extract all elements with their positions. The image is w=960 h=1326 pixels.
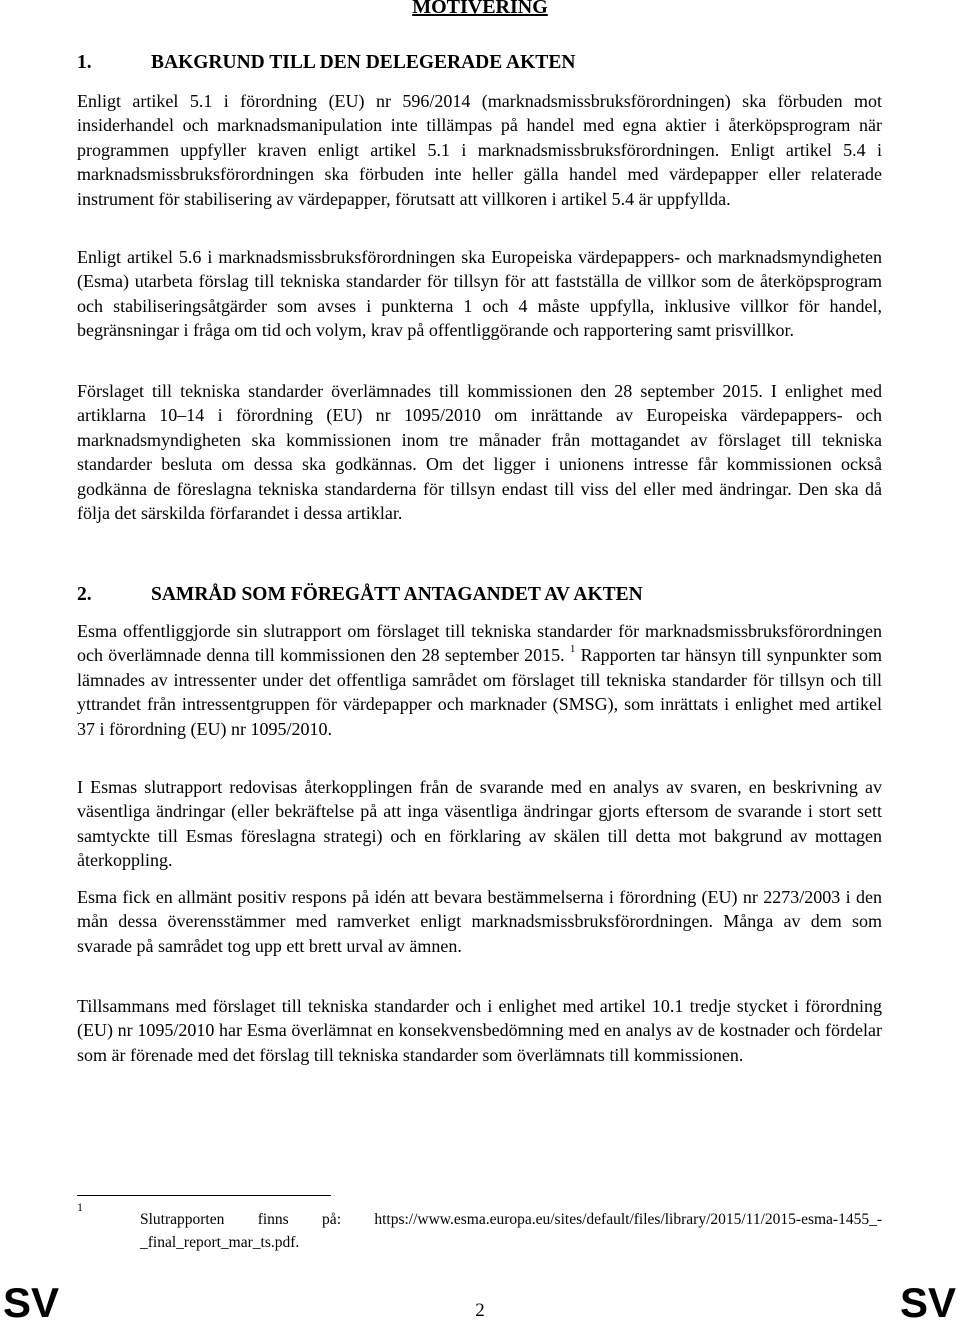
section-1-paragraph-3: Förslaget till tekniska standarder överlämnades till kommissionen den 28 september 2015. I enlighet med artiklarna 10–14 i förordning (EU) nr 1095/2010 om inrättande av Europeiska värdepappers- och marknadsmyndigheten ska kommissionen inom tre månader från mottagandet av förslaget till tekniska standarder besluta om dessa ska godkännas. Om det ligger i unionens intresse får kommissionen också godkänna de föreslagna tekniska standarderna för tillsyn endast till viss del eller med ändringar. Den ska då följa det särskilda förfarandet i dessa artiklar. <box>77 381 882 524</box>
section-2-paragraph-2: I Esmas slutrapport redovisas återkopplingen från de svarande med en analys av svaren, en beskrivning av väsentliga ändringar (eller bekräftelse på att inga väsentliga ändringar gjorts eftersom de svarande i stort sett samtyckte till Esmas föreslagna strategi) och en förklaring av skälen till detta mot bakgrund av mottagen återkoppling. <box>77 777 882 871</box>
section-2-paragraph-1-start: Esma offentliggjorde sin slutrapport om förslaget till tekniska standarder för marknadsmissbruksförordningen och överlämnade denna till kommissionen den 28 september 2015. <box>77 621 882 666</box>
document-title: MOTIVERING <box>412 0 548 18</box>
footnote-text: Slutrapporten finns på: https://www.esma.europa.eu/sites/default/files/library/2015/11/2015-esma-1455_-_final_report_mar_ts.pdf. <box>140 1211 882 1251</box>
section-2-paragraph-1 <box>77 619 882 741</box>
section-1-heading <box>77 51 575 75</box>
section-2-paragraph-1-end: Rapporten tar hänsyn till synpunkter som lämnades av intressenter under det offentliga samrådet om förslaget till tekniska standarder för tillsyn och till yttrandet från intressentgruppen för värdepapper och marknader (SMSG), som inrättats i enlighet med artikel 37 i förordning (EU) nr 1095/2010. <box>77 645 883 739</box>
footnote-number: 1 <box>77 1200 83 1214</box>
footnote-separator <box>77 1195 331 1196</box>
page-number: 2 <box>475 1300 485 1321</box>
section-2-paragraph-3: Esma fick en allmänt positiv respons på idén att bevara bestämmelserna i förordning (EU) nr 2273/2003 i den mån dessa överensstämmer med ramverket enligt marknadsmissbruksförordningen. Många av dem som svarade på samrådet tog upp ett brett urval av ämnen. <box>77 887 882 956</box>
section-1-paragraph-1: Enligt artikel 5.1 i förordning (EU) nr 596/2014 (marknadsmissbruksförordningen) ska förbuden mot insiderhandel och marknadsmanipulation inte tillämpas på handel med egna aktier i återköpsprogram när programmen uppfyller kraven enligt artikel 5.1 i marknadsmissbruksförordningen. Enligt artikel 5.4 i marknadsmissbruksförordningen ska förbuden inte heller gälla handel med värdepapper eller relaterade instrument för stabilisering av värdepapper, förutsatt att villkoren i artikel 5.4 är uppfyllda. <box>77 91 882 209</box>
section-1-paragraph-2: Enligt artikel 5.6 i marknadsmissbruksförordningen ska Europeiska värdepappers- och marknadsmyndigheten (Esma) utarbeta förslag till tekniska standarder för tillsyn för att fastställa de villkor som de återköpsprogram och stabiliseringsåtgärder som avses i punkterna 1 och 4 måste uppfylla, inklusive villkor för handel, begränsningar i fråga om tid och volym, krav på offentliggörande och rapportering samt prisvillkor. <box>77 247 882 341</box>
section-2-number: 2. <box>77 584 92 605</box>
section-1-number: 1. <box>77 52 92 73</box>
section-2-title: SAMRÅD SOM FÖREGÅTT ANTAGANDET AV AKTEN <box>151 584 643 605</box>
section-2-heading <box>77 583 643 607</box>
section-2-paragraph-4: Tillsammans med förslaget till tekniska standarder och i enlighet med artikel 10.1 tredje stycket i förordning (EU) nr 1095/2010 har Esma överlämnat en konsekvensbedömning med en analys av de kostnader och fördelar som är förenade med det förslag till tekniska standarder som överlämnats till kommissionen. <box>77 996 882 1065</box>
language-code-right: SV <box>899 1279 956 1326</box>
section-1-title: BAKGRUND TILL DEN DELEGERADE AKTEN <box>151 52 576 73</box>
footnote-reference[interactable]: 1 <box>569 643 576 656</box>
language-code-left: SV <box>3 1279 60 1326</box>
